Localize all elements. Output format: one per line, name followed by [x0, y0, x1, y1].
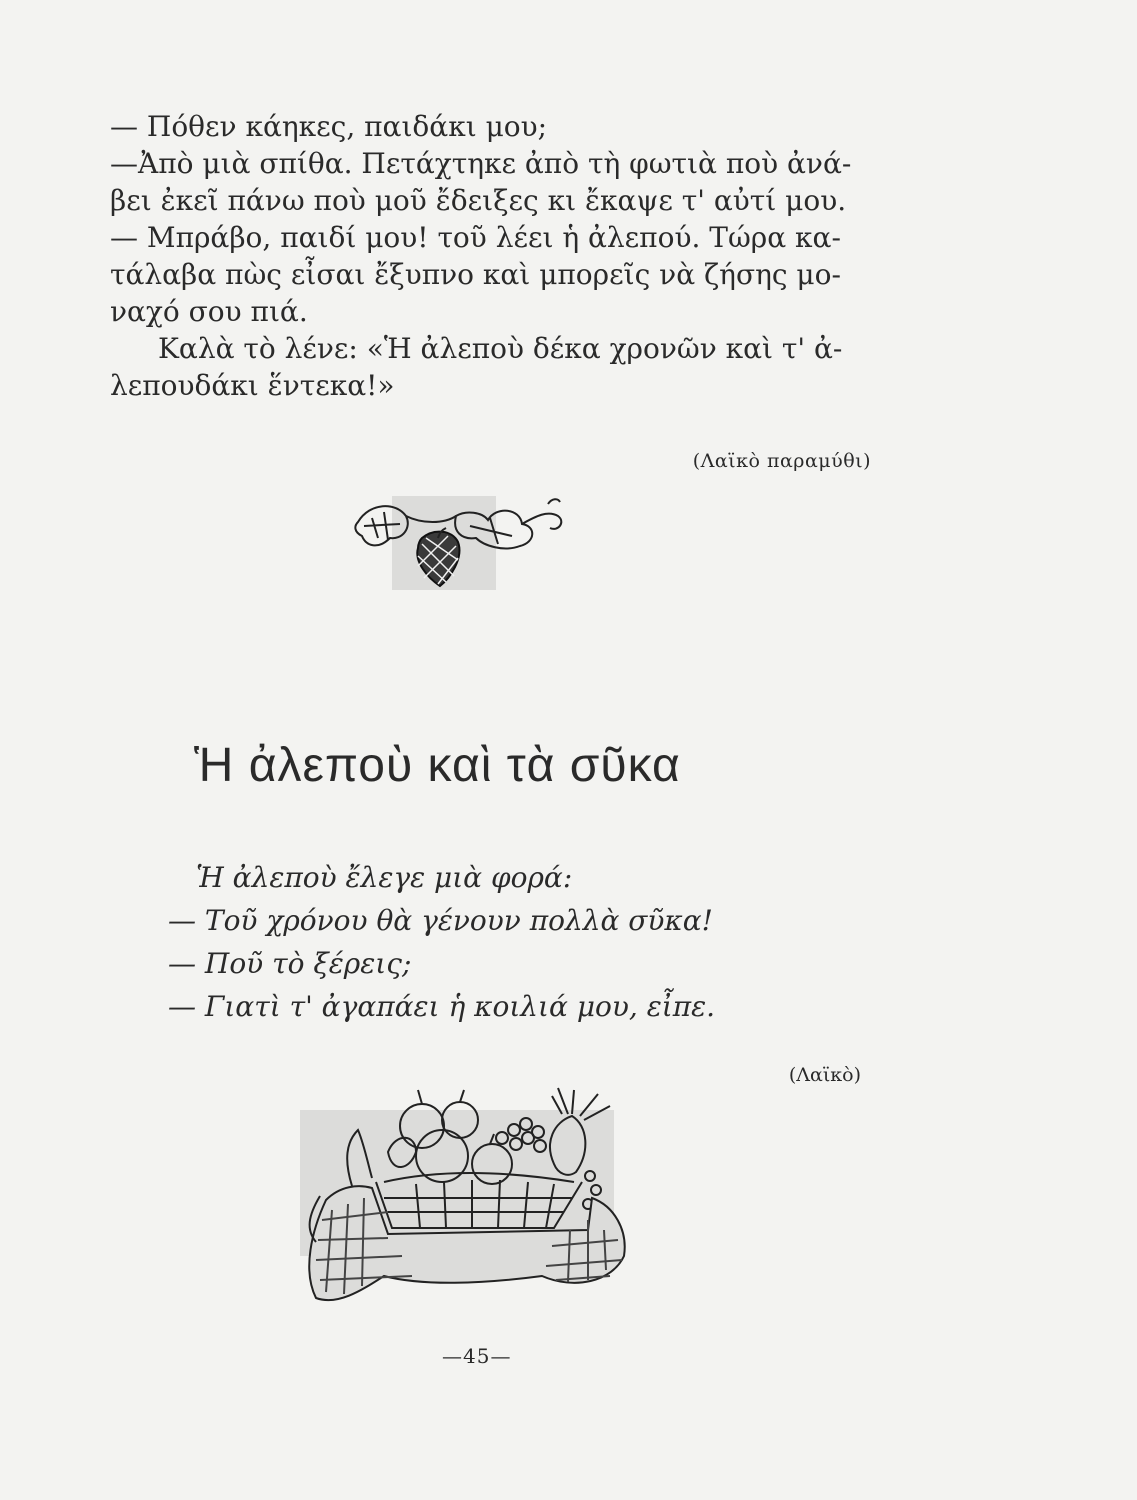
poem-line: Ἡ ἀλεποὺ ἔλεγε μιὰ φορά:	[196, 861, 573, 894]
fruit-basket-illustration	[292, 1080, 632, 1316]
page-number: —45—	[442, 1344, 512, 1368]
source-note: (Λαϊκὸ παραμύθι)	[692, 450, 871, 472]
prose-line: — Πόθεν κάηκες, παιδάκι μου;	[110, 110, 548, 143]
prose-line: βει ἐκεῖ πάνω ποὺ μοῦ ἔδειξες κι ἔκαψε τ' αὐτί μου.	[110, 184, 847, 217]
story-ending	[110, 108, 870, 404]
prose-line: —Ἀπὸ μιὰ σπίθα. Πετάχτηκε ἀπὸ τὴ φωτιὰ ποὺ ἀνά-	[110, 147, 852, 180]
prose-line: τάλαβα πὼς εἶσαι ἔξυπνο καὶ μπορεῖς νὰ ζήσης μο-	[110, 258, 841, 291]
poem	[168, 856, 715, 1028]
poem-title: Ἡ ἀλεποὺ καὶ τὰ σῦκα	[194, 739, 681, 792]
poem-line: — Ποῦ τὸ ξέρεις;	[168, 947, 412, 980]
prose-line: — Μπράβο, παιδί μου! τοῦ λέει ἡ ἀλεπού. Τώρα κα-	[110, 221, 841, 254]
prose-line: λεπουδάκι ἕντεκα!»	[110, 369, 395, 402]
poem-line: — Γιατὶ τ' ἀγαπάει ἡ κοιλιά μου, εἶπε.	[168, 990, 716, 1023]
fig-leaves-illustration	[352, 494, 582, 594]
poem-line: — Τοῦ χρόνου θὰ γένουν πολλὰ σῦκα!	[168, 904, 713, 937]
prose-line: ναχό σου πιά.	[110, 295, 308, 328]
source-note: (Λαϊκὸ)	[788, 1064, 861, 1086]
prose-line: Καλὰ τὸ λένε: «Ἡ ἀλεποὺ δέκα χρονῶν καὶ τ' ἀ-	[158, 332, 843, 365]
